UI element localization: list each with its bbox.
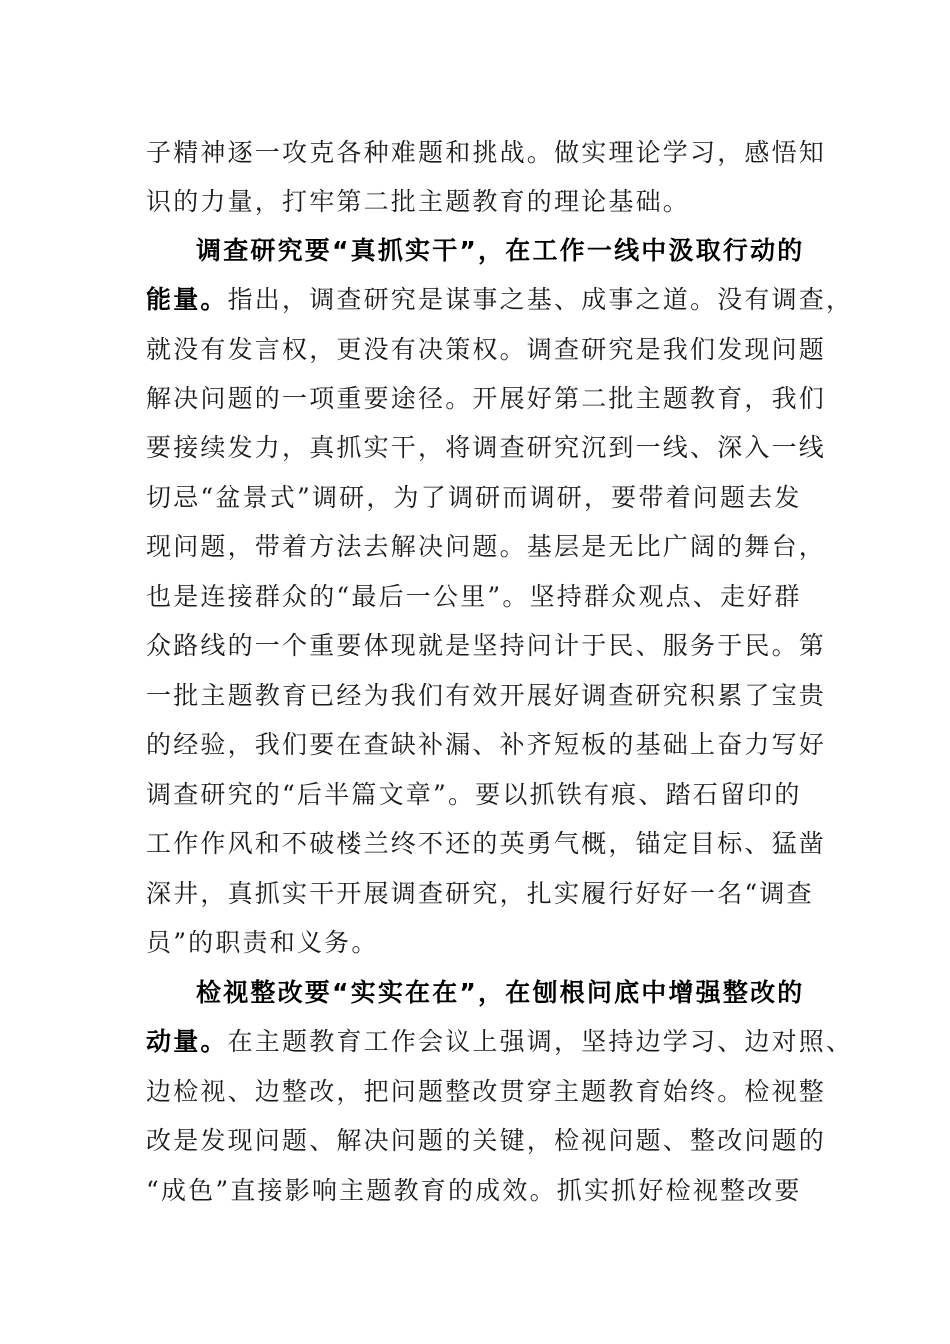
text-line: 员”的职责和义务。 [146,928,379,957]
text-line: 也是连接群众的“最后一公里”。坚持群众观点、走好群 [146,582,802,611]
text-segment: 在主题教育工作会议上强调，坚持边学习、边对照、 [227,1027,854,1056]
section-heading-end: 动量。 [146,1027,228,1056]
text-line: 众路线的一个重要体现就是坚持问计于民、服务于民。第 [146,631,827,660]
section-heading: 调查研究要“真抓实干”，在工作一线中汲取行动的 [196,236,805,265]
text-line [146,280,854,320]
text-line: 解决问题的一项重要途径。开展好第二批主题教育，我们 [146,384,827,413]
text-line: 一批主题教育已经为我们有效开展好调查研究积累了宝贵 [146,681,827,710]
text-line: 改是发现问题、解决问题的关键，检视问题、整改问题的 [146,1126,827,1155]
text-line: 深井，真抓实干开展调查研究，扎实履行好好一名“调查 [146,879,814,908]
text-line: 边检视、边整改，把问题整改贯穿主题教育始终。检视整 [146,1077,827,1106]
text-line [146,1022,854,1062]
text-line: 调查研究的“后半篇文章”。要以抓铁有痕、踏石留印的 [146,780,802,809]
text-line: 就没有发言权，更没有决策权。调查研究是我们发现问题 [146,335,827,364]
text-line: 子精神逐一攻克各种难题和挑战。做实理论学习，感悟知 [146,138,827,167]
text-line: 现问题，带着方法去解决问题。基层是无比广阔的舞台， [146,532,827,561]
text-line: 切忌“盆景式”调研，为了调研而调研，要带着问题去发 [146,483,802,512]
text-line: 的经验，我们要在查缺补漏、补齐短板的基础上奋力写好 [146,730,827,759]
text-line: 识的力量，打牢第二批主题教育的理论基础。 [146,187,691,216]
section-heading: 检视整改要“实实在在”，在刨根问底中增强整改的 [196,978,805,1007]
text-line: 工作作风和不破楼兰终不还的英勇气概，锚定目标、猛凿 [146,829,827,858]
text-line: “成色”直接影响主题教育的成效。抓实抓好检视整改要 [146,1176,802,1205]
text-segment: 指出，调查研究是谋事之基、成事之道。没有调查， [227,285,854,314]
section-heading-end: 能量。 [146,285,228,314]
text-line: 要接续发力，真抓实干，将调查研究沉到一线、深入一线 [146,433,827,462]
